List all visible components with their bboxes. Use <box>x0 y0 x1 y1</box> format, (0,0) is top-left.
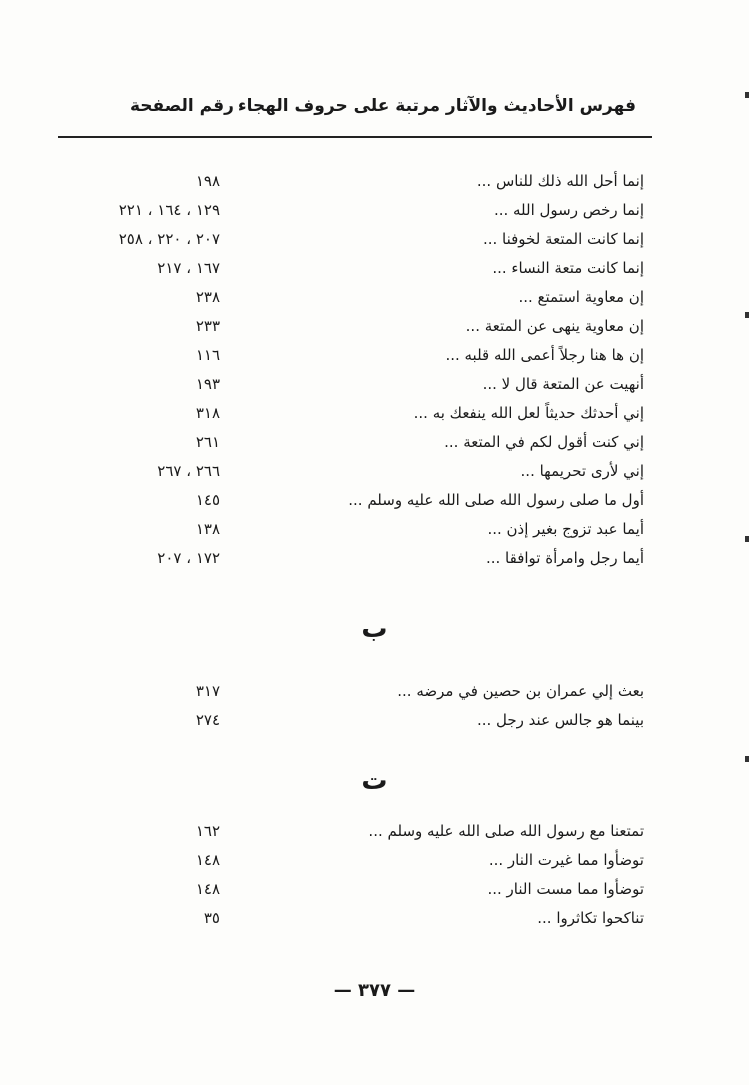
index-entry: إنما كانت متعة النساء ... ١٦٧ ، ٢١٧ <box>157 259 644 277</box>
hadith-text: تمتعنا مع رسول الله صلى الله عليه وسلم ... <box>368 822 644 840</box>
index-entry: تناكحوا تكاثروا ... ٣٥ <box>203 909 644 927</box>
page-number: — ٣٧٧ — <box>333 980 416 1001</box>
section-letter-ta: ت <box>361 766 388 796</box>
index-entry: توضأوا مما مست النار ... ١٤٨ <box>195 880 644 898</box>
page-number-column-heading: رقم الصفحة <box>130 96 234 116</box>
scan-edge-mark <box>745 312 749 318</box>
hadith-text: أيما عبد تزوج بغير إذن ... <box>487 520 644 538</box>
index-entry: إني كنت أقول لكم في المتعة ... ٢٦١ <box>195 433 644 451</box>
index-entry: إن ها هنا رجلاً أعمى الله قلبه ... ١١٦ <box>195 346 644 364</box>
hadith-text: إنما أحل الله ذلك للناس ... <box>476 172 644 190</box>
hadith-text: أيما رجل وامرأة توافقا ... <box>485 549 644 567</box>
index-entry: أيما عبد تزوج بغير إذن ... ١٣٨ <box>195 520 644 538</box>
index-section-ta <box>60 820 650 936</box>
scan-edge-mark <box>745 536 749 542</box>
index-entry: بينما هو جالس عند رجل ... ٢٧٤ <box>195 711 644 729</box>
scan-edge-mark <box>745 92 749 98</box>
header-rule <box>58 136 652 138</box>
hadith-text: توضأوا مما مست النار ... <box>487 880 644 898</box>
hadith-text: توضأوا مما غيرت النار ... <box>488 851 644 869</box>
index-entry: إنما رخص رسول الله ... ١٢٩ ، ١٦٤ ، ٢٢١ <box>118 201 644 219</box>
index-entry: إن معاوية ينهى عن المتعة ... ٢٣٣ <box>195 317 644 335</box>
index-section-alif <box>60 170 650 576</box>
hadith-text: إن معاوية استمتع ... <box>518 288 644 306</box>
hadith-text: تناكحوا تكاثروا ... <box>537 909 644 927</box>
hadith-text: إنما رخص رسول الله ... <box>493 201 644 219</box>
hadith-text: إنما كانت المتعة لخوفنا ... <box>482 230 644 248</box>
index-section-ba <box>60 680 650 738</box>
hadith-text: إني أحدثك حديثاً لعل الله ينفعك به ... <box>413 404 644 422</box>
scan-edge-mark <box>745 756 749 762</box>
index-entry: إنما أحل الله ذلك للناس ... ١٩٨ <box>195 172 644 190</box>
hadith-text: أول ما صلى رسول الله صلى الله عليه وسلم ... <box>348 491 644 509</box>
hadith-text: بعث إلي عمران بن حصين في مرضه ... <box>397 682 644 700</box>
hadith-text: بينما هو جالس عند رجل ... <box>476 711 644 729</box>
index-entry: أيما رجل وامرأة توافقا ... ١٧٢ ، ٢٠٧ <box>157 549 644 567</box>
hadith-text: إن معاوية ينهى عن المتعة ... <box>465 317 644 335</box>
page-header <box>60 92 660 128</box>
hadith-text: إني كنت أقول لكم في المتعة ... <box>444 433 644 451</box>
hadith-text: إن ها هنا رجلاً أعمى الله قلبه ... <box>445 346 644 364</box>
index-entry: تمتعنا مع رسول الله صلى الله عليه وسلم ... ١٦٢ <box>195 822 644 840</box>
index-entry: توضأوا مما غيرت النار ... ١٤٨ <box>195 851 644 869</box>
hadith-text: إنما كانت متعة النساء ... <box>492 259 644 277</box>
hadith-text: أنهيت عن المتعة قال لا ... <box>482 375 644 393</box>
index-entry: أول ما صلى رسول الله صلى الله عليه وسلم ... ١٤٥ <box>195 491 644 509</box>
hadith-text: إني لأرى تحريمها ... <box>520 462 644 480</box>
index-entry: أنهيت عن المتعة قال لا ... ١٩٣ <box>195 375 644 393</box>
index-entry: بعث إلي عمران بن حصين في مرضه ... ٣١٧ <box>195 682 644 700</box>
index-entry: إن معاوية استمتع ... ٢٣٨ <box>195 288 644 306</box>
index-entry: إني أحدثك حديثاً لعل الله ينفعك به ... ٣١٨ <box>195 404 644 422</box>
page-title: فهرس الأحاديث والآثار مرتبة على حروف الهجاء <box>237 96 636 116</box>
section-letter-ba: ب <box>361 614 388 644</box>
index-entry: إنما كانت المتعة لخوفنا ... ٢٠٧ ، ٢٢٠ ، ٢٥٨ <box>118 230 644 248</box>
index-entry: إني لأرى تحريمها ... ٢٦٦ ، ٢٦٧ <box>157 462 644 480</box>
